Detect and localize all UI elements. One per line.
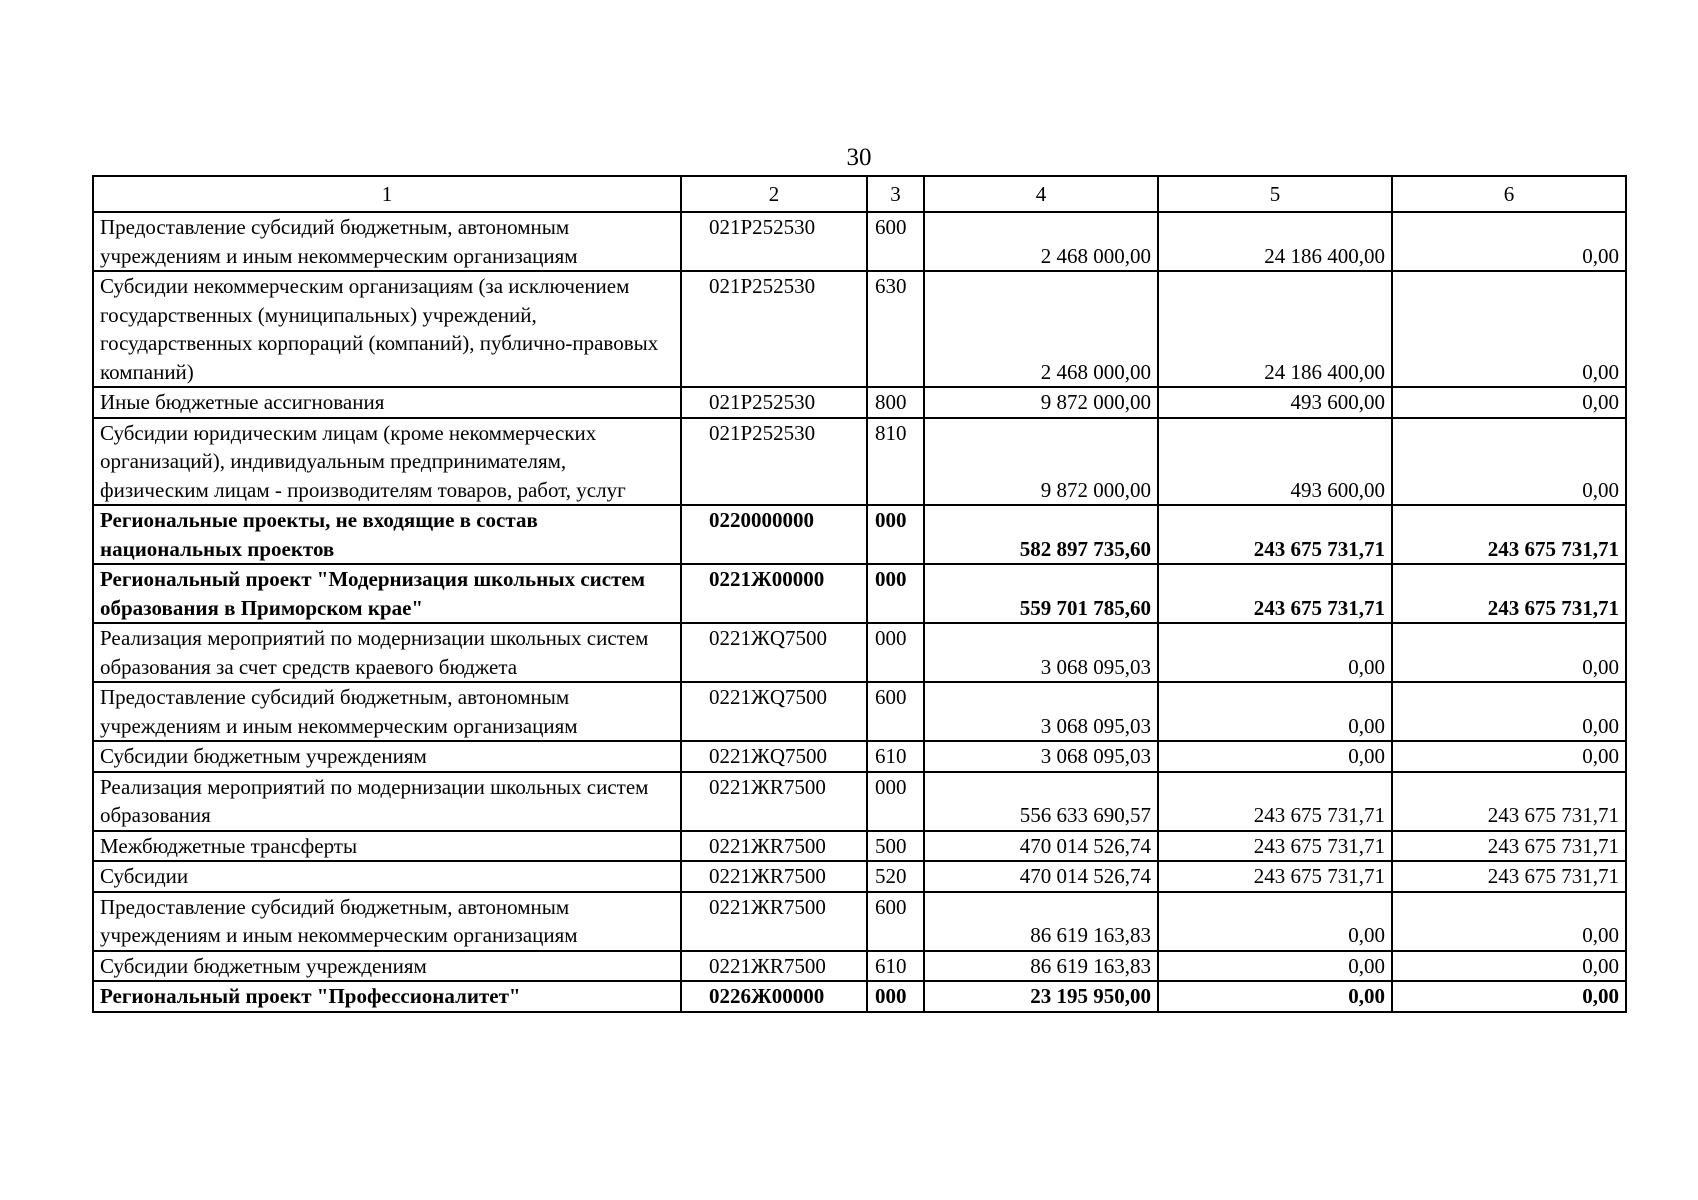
row-amount-col4-cell: 2 468 000,00 xyxy=(924,271,1158,387)
row-amount-col6-cell: 0,00 xyxy=(1392,951,1626,982)
row-amount-col6-cell: 0,00 xyxy=(1392,741,1626,772)
row-amount-col5-cell: 0,00 xyxy=(1158,623,1392,682)
row-expense-type-cell: 000 xyxy=(867,623,924,682)
row-code-cell: 0221ЖQ7500 xyxy=(681,623,867,682)
budget-table xyxy=(92,175,1627,1013)
row-code-cell: 021P252530 xyxy=(681,387,867,418)
page-number: 30 xyxy=(846,144,872,171)
row-amount-col4-cell: 9 872 000,00 xyxy=(924,387,1158,418)
row-amount-col5-cell: 243 675 731,71 xyxy=(1158,505,1392,564)
row-amount-col6-cell: 0,00 xyxy=(1392,387,1626,418)
row-code-cell: 0221ЖR7500 xyxy=(681,951,867,982)
row-name-cell: Реализация мероприятий по модернизации школьных систем образования за счет средств краевого бюджета xyxy=(93,623,681,682)
row-amount-col4-cell: 2 468 000,00 xyxy=(924,212,1158,271)
row-amount-col5-cell: 0,00 xyxy=(1158,741,1392,772)
row-name-cell: Субсидии бюджетным учреждениям xyxy=(93,951,681,982)
table-row xyxy=(93,981,1626,1012)
row-amount-col6-cell: 243 675 731,71 xyxy=(1392,564,1626,623)
row-name-cell: Межбюджетные трансферты xyxy=(93,831,681,862)
row-amount-col6-cell: 0,00 xyxy=(1392,212,1626,271)
row-amount-col5-cell: 493 600,00 xyxy=(1158,418,1392,506)
row-expense-type-cell: 520 xyxy=(867,861,924,892)
row-amount-col4-cell: 23 195 950,00 xyxy=(924,981,1158,1012)
row-code-cell: 0221ЖR7500 xyxy=(681,831,867,862)
row-code-cell: 0221ЖR7500 xyxy=(681,892,867,951)
table-row xyxy=(93,951,1626,982)
row-amount-col4-cell: 3 068 095,03 xyxy=(924,623,1158,682)
row-name-cell: Субсидии некоммерческим организациям (за исключением государственных (муниципальных) учреждений, государственных корпораций (компаний), публично-правовых компаний) xyxy=(93,271,681,387)
table-row xyxy=(93,387,1626,418)
row-amount-col4-cell: 470 014 526,74 xyxy=(924,831,1158,862)
row-amount-col6-cell: 243 675 731,71 xyxy=(1392,505,1626,564)
row-amount-col5-cell: 0,00 xyxy=(1158,892,1392,951)
table-row xyxy=(93,212,1626,271)
row-code-cell: 021P252530 xyxy=(681,418,867,506)
row-expense-type-cell: 610 xyxy=(867,741,924,772)
row-amount-col6-cell: 0,00 xyxy=(1392,981,1626,1012)
row-name-cell: Субсидии xyxy=(93,861,681,892)
row-amount-col5-cell: 0,00 xyxy=(1158,951,1392,982)
row-name-cell: Реализация мероприятий по модернизации школьных систем образования xyxy=(93,772,681,831)
row-expense-type-cell: 610 xyxy=(867,951,924,982)
row-amount-col5-cell: 243 675 731,71 xyxy=(1158,564,1392,623)
row-expense-type-cell: 600 xyxy=(867,892,924,951)
row-amount-col4-cell: 3 068 095,03 xyxy=(924,741,1158,772)
row-name-cell: Иные бюджетные ассигнования xyxy=(93,387,681,418)
row-name-cell: Субсидии бюджетным учреждениям xyxy=(93,741,681,772)
row-expense-type-cell: 000 xyxy=(867,772,924,831)
row-amount-col4-cell: 3 068 095,03 xyxy=(924,682,1158,741)
row-amount-col6-cell: 0,00 xyxy=(1392,682,1626,741)
table-row xyxy=(93,831,1626,862)
row-name-cell: Региональный проект "Профессионалитет" xyxy=(93,981,681,1012)
row-expense-type-cell: 810 xyxy=(867,418,924,506)
row-code-cell: 0220000000 xyxy=(681,505,867,564)
row-amount-col4-cell: 9 872 000,00 xyxy=(924,418,1158,506)
row-expense-type-cell: 000 xyxy=(867,564,924,623)
row-code-cell: 0221ЖQ7500 xyxy=(681,741,867,772)
row-expense-type-cell: 600 xyxy=(867,682,924,741)
row-name-cell: Предоставление субсидий бюджетным, автономным учреждениям и иным некоммерческим организациям xyxy=(93,682,681,741)
table-row xyxy=(93,505,1626,564)
row-amount-col6-cell: 0,00 xyxy=(1392,623,1626,682)
row-code-cell: 0221ЖR7500 xyxy=(681,772,867,831)
row-expense-type-cell: 000 xyxy=(867,505,924,564)
row-expense-type-cell: 600 xyxy=(867,212,924,271)
row-name-cell: Предоставление субсидий бюджетным, автономным учреждениям и иным некоммерческим организациям xyxy=(93,892,681,951)
row-amount-col6-cell: 243 675 731,71 xyxy=(1392,772,1626,831)
row-code-cell: 0226Ж00000 xyxy=(681,981,867,1012)
header-cell-5: 5 xyxy=(1158,176,1392,212)
row-amount-col4-cell: 556 633 690,57 xyxy=(924,772,1158,831)
row-amount-col4-cell: 86 619 163,83 xyxy=(924,951,1158,982)
table-row xyxy=(93,741,1626,772)
row-code-cell: 021P252530 xyxy=(681,212,867,271)
row-amount-col5-cell: 243 675 731,71 xyxy=(1158,831,1392,862)
table-row xyxy=(93,892,1626,951)
row-name-cell: Региональные проекты, не входящие в состав национальных проектов xyxy=(93,505,681,564)
header-cell-1: 1 xyxy=(93,176,681,212)
row-amount-col6-cell: 0,00 xyxy=(1392,892,1626,951)
table-row xyxy=(93,861,1626,892)
row-amount-col5-cell: 24 186 400,00 xyxy=(1158,212,1392,271)
table-row xyxy=(93,564,1626,623)
row-amount-col5-cell: 493 600,00 xyxy=(1158,387,1392,418)
row-amount-col5-cell: 24 186 400,00 xyxy=(1158,271,1392,387)
row-amount-col5-cell: 243 675 731,71 xyxy=(1158,772,1392,831)
table-row xyxy=(93,623,1626,682)
header-row xyxy=(93,176,1626,212)
header-cell-3: 3 xyxy=(867,176,924,212)
row-amount-col5-cell: 0,00 xyxy=(1158,981,1392,1012)
header-cell-4: 4 xyxy=(924,176,1158,212)
row-code-cell: 0221Ж00000 xyxy=(681,564,867,623)
row-amount-col6-cell: 243 675 731,71 xyxy=(1392,861,1626,892)
row-amount-col5-cell: 243 675 731,71 xyxy=(1158,861,1392,892)
row-code-cell: 0221ЖQ7500 xyxy=(681,682,867,741)
row-amount-col4-cell: 559 701 785,60 xyxy=(924,564,1158,623)
table-row xyxy=(93,271,1626,387)
row-expense-type-cell: 500 xyxy=(867,831,924,862)
row-amount-col5-cell: 0,00 xyxy=(1158,682,1392,741)
row-code-cell: 021P252530 xyxy=(681,271,867,387)
row-name-cell: Предоставление субсидий бюджетным, автономным учреждениям и иным некоммерческим организациям xyxy=(93,212,681,271)
row-amount-col6-cell: 0,00 xyxy=(1392,418,1626,506)
row-amount-col4-cell: 582 897 735,60 xyxy=(924,505,1158,564)
table-row xyxy=(93,418,1626,506)
header-cell-2: 2 xyxy=(681,176,867,212)
row-code-cell: 0221ЖR7500 xyxy=(681,861,867,892)
row-amount-col6-cell: 0,00 xyxy=(1392,271,1626,387)
row-amount-col4-cell: 470 014 526,74 xyxy=(924,861,1158,892)
table-row xyxy=(93,682,1626,741)
row-expense-type-cell: 000 xyxy=(867,981,924,1012)
row-amount-col4-cell: 86 619 163,83 xyxy=(924,892,1158,951)
row-name-cell: Региональный проект "Модернизация школьных систем образования в Приморском крае" xyxy=(93,564,681,623)
row-name-cell: Субсидии юридическим лицам (кроме некоммерческих организаций), индивидуальным предпринимателям, физическим лицам - производителям товаров, работ, услуг xyxy=(93,418,681,506)
row-expense-type-cell: 630 xyxy=(867,271,924,387)
header-cell-6: 6 xyxy=(1392,176,1626,212)
row-expense-type-cell: 800 xyxy=(867,387,924,418)
row-amount-col6-cell: 243 675 731,71 xyxy=(1392,831,1626,862)
table-row xyxy=(93,772,1626,831)
